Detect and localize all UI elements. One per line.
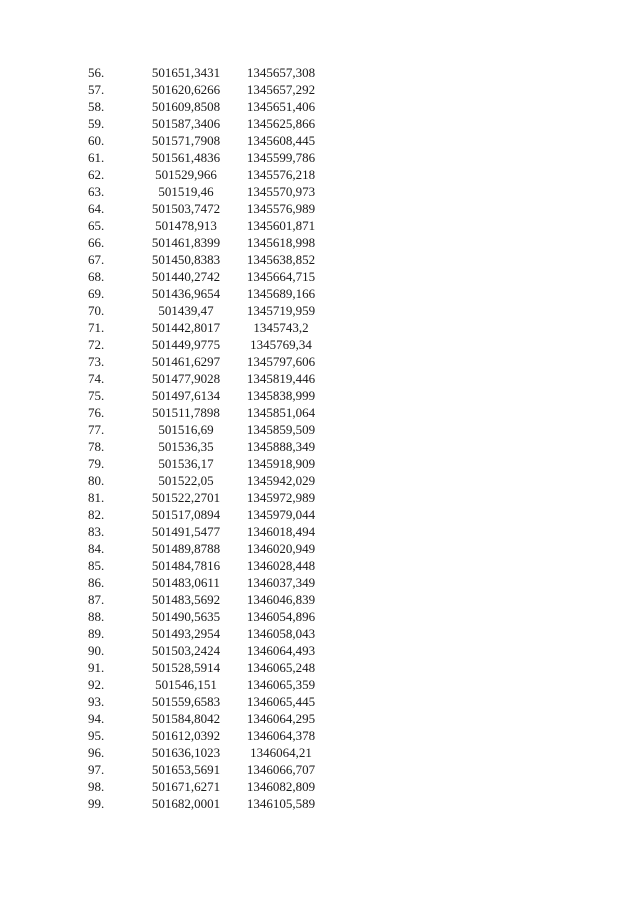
point-number: 79. xyxy=(88,456,105,471)
point-number: 68. xyxy=(88,269,105,284)
y-coordinate: 1346064,21 xyxy=(250,745,312,760)
x-coordinate: 501519,46 xyxy=(158,184,214,199)
table-row xyxy=(88,727,326,744)
x-coordinate: 501612,0392 xyxy=(151,728,221,743)
x-coordinate: 501503,2424 xyxy=(151,643,221,658)
x-coordinate: 501522,05 xyxy=(158,473,214,488)
table-row xyxy=(88,268,326,285)
point-number: 59. xyxy=(88,116,105,131)
table-row xyxy=(88,64,326,81)
point-number: 87. xyxy=(88,592,105,607)
table-row xyxy=(88,778,326,795)
y-coordinate: 1345576,218 xyxy=(246,167,316,182)
x-coordinate: 501483,5692 xyxy=(151,592,221,607)
table-row xyxy=(88,81,326,98)
point-number: 69. xyxy=(88,286,105,301)
x-coordinate: 501561,4836 xyxy=(151,150,221,165)
table-row xyxy=(88,693,326,710)
x-coordinate: 501536,17 xyxy=(158,456,214,471)
y-coordinate: 1345618,998 xyxy=(246,235,316,250)
coordinate-table xyxy=(88,64,326,812)
point-number: 63. xyxy=(88,184,105,199)
x-coordinate: 501653,5691 xyxy=(151,762,221,777)
x-coordinate: 501442,8017 xyxy=(151,320,221,335)
y-coordinate: 1345625,866 xyxy=(246,116,316,131)
y-coordinate: 1345979,044 xyxy=(246,507,316,522)
x-coordinate: 501528,5914 xyxy=(151,660,221,675)
table-row xyxy=(88,421,326,438)
y-coordinate: 1346064,295 xyxy=(246,711,316,726)
point-number: 77. xyxy=(88,422,105,437)
table-row xyxy=(88,336,326,353)
y-coordinate: 1345689,166 xyxy=(246,286,316,301)
y-coordinate: 1345838,999 xyxy=(246,388,316,403)
point-number: 80. xyxy=(88,473,105,488)
table-row xyxy=(88,455,326,472)
y-coordinate: 1345657,292 xyxy=(246,82,316,97)
y-coordinate: 1345651,406 xyxy=(246,99,316,114)
point-number: 65. xyxy=(88,218,105,233)
table-row xyxy=(88,353,326,370)
point-number: 74. xyxy=(88,371,105,386)
x-coordinate: 501497,6134 xyxy=(151,388,221,403)
table-row xyxy=(88,506,326,523)
point-number: 88. xyxy=(88,609,105,624)
y-coordinate: 1345608,445 xyxy=(246,133,316,148)
point-number: 89. xyxy=(88,626,105,641)
y-coordinate: 1345851,064 xyxy=(246,405,316,420)
y-coordinate: 1345657,308 xyxy=(246,65,316,80)
y-coordinate: 1346064,493 xyxy=(246,643,316,658)
x-coordinate: 501461,6297 xyxy=(151,354,221,369)
y-coordinate: 1345797,606 xyxy=(246,354,316,369)
y-coordinate: 1346105,589 xyxy=(246,796,316,811)
x-coordinate: 501516,69 xyxy=(158,422,214,437)
x-coordinate: 501493,2954 xyxy=(151,626,221,641)
table-row xyxy=(88,608,326,625)
y-coordinate: 1345570,973 xyxy=(246,184,316,199)
point-number: 92. xyxy=(88,677,105,692)
point-number: 91. xyxy=(88,660,105,675)
y-coordinate: 1346065,248 xyxy=(246,660,316,675)
y-coordinate: 1346037,349 xyxy=(246,575,316,590)
y-coordinate: 1345942,029 xyxy=(246,473,316,488)
x-coordinate: 501511,7898 xyxy=(152,405,220,420)
point-number: 93. xyxy=(88,694,105,709)
point-number: 97. xyxy=(88,762,105,777)
y-coordinate: 1346054,896 xyxy=(246,609,316,624)
y-coordinate: 1345769,34 xyxy=(250,337,312,352)
x-coordinate: 501584,8042 xyxy=(151,711,221,726)
point-number: 86. xyxy=(88,575,105,590)
point-number: 56. xyxy=(88,65,105,80)
x-coordinate: 501439,47 xyxy=(158,303,214,318)
point-number: 58. xyxy=(88,99,105,114)
table-row xyxy=(88,115,326,132)
table-row xyxy=(88,591,326,608)
y-coordinate: 1345601,871 xyxy=(246,218,316,233)
y-coordinate: 1345664,715 xyxy=(246,269,316,284)
x-coordinate: 501477,9028 xyxy=(151,371,221,386)
y-coordinate: 1346065,445 xyxy=(246,694,316,709)
point-number: 90. xyxy=(88,643,105,658)
x-coordinate: 501489,8788 xyxy=(151,541,221,556)
y-coordinate: 1346082,809 xyxy=(246,779,316,794)
x-coordinate: 501503,7472 xyxy=(151,201,221,216)
table-row xyxy=(88,540,326,557)
y-coordinate: 1346066,707 xyxy=(246,762,316,777)
point-number: 95. xyxy=(88,728,105,743)
table-row xyxy=(88,557,326,574)
x-coordinate: 501620,6266 xyxy=(151,82,221,97)
y-coordinate: 1346020,949 xyxy=(246,541,316,556)
table-row xyxy=(88,183,326,200)
point-number: 96. xyxy=(88,745,105,760)
point-number: 75. xyxy=(88,388,105,403)
point-number: 60. xyxy=(88,133,105,148)
table-row xyxy=(88,166,326,183)
table-row xyxy=(88,659,326,676)
point-number: 76. xyxy=(88,405,105,420)
point-number: 84. xyxy=(88,541,105,556)
point-number: 72. xyxy=(88,337,105,352)
point-number: 66. xyxy=(88,235,105,250)
table-row xyxy=(88,489,326,506)
table-row xyxy=(88,625,326,642)
point-number: 73. xyxy=(88,354,105,369)
table-row xyxy=(88,761,326,778)
y-coordinate: 1346064,378 xyxy=(246,728,316,743)
y-coordinate: 1345819,446 xyxy=(246,371,316,386)
x-coordinate: 501529,966 xyxy=(155,167,217,182)
point-number: 71. xyxy=(88,320,105,335)
table-row xyxy=(88,251,326,268)
table-row xyxy=(88,795,326,812)
x-coordinate: 501651,3431 xyxy=(151,65,221,80)
x-coordinate: 501484,7816 xyxy=(151,558,221,573)
x-coordinate: 501609,8508 xyxy=(151,99,221,114)
y-coordinate: 1346046,839 xyxy=(246,592,316,607)
point-number: 62. xyxy=(88,167,105,182)
y-coordinate: 1345918,909 xyxy=(246,456,316,471)
point-number: 78. xyxy=(88,439,105,454)
table-row xyxy=(88,472,326,489)
table-row xyxy=(88,149,326,166)
table-row xyxy=(88,744,326,761)
point-number: 94. xyxy=(88,711,105,726)
y-coordinate: 1345576,989 xyxy=(246,201,316,216)
point-number: 83. xyxy=(88,524,105,539)
point-number: 82. xyxy=(88,507,105,522)
y-coordinate: 1346058,043 xyxy=(246,626,316,641)
table-row xyxy=(88,404,326,421)
y-coordinate: 1345638,852 xyxy=(246,252,316,267)
x-coordinate: 501571,7908 xyxy=(151,133,221,148)
table-row xyxy=(88,676,326,693)
x-coordinate: 501483,0611 xyxy=(152,575,220,590)
table-row xyxy=(88,710,326,727)
point-number: 99. xyxy=(88,796,105,811)
x-coordinate: 501536,35 xyxy=(158,439,214,454)
point-number: 61. xyxy=(88,150,105,165)
coordinate-table-body xyxy=(88,64,326,812)
point-number: 64. xyxy=(88,201,105,216)
y-coordinate: 1345888,349 xyxy=(246,439,316,454)
table-row xyxy=(88,319,326,336)
x-coordinate: 501587,3406 xyxy=(151,116,221,131)
point-number: 98. xyxy=(88,779,105,794)
point-number: 85. xyxy=(88,558,105,573)
table-row xyxy=(88,642,326,659)
table-row xyxy=(88,234,326,251)
table-row xyxy=(88,370,326,387)
y-coordinate: 1346028,448 xyxy=(246,558,316,573)
table-row xyxy=(88,217,326,234)
y-coordinate: 1345972,989 xyxy=(246,490,316,505)
x-coordinate: 501491,5477 xyxy=(151,524,221,539)
table-row xyxy=(88,132,326,149)
x-coordinate: 501682,0001 xyxy=(151,796,221,811)
x-coordinate: 501517,0894 xyxy=(151,507,221,522)
x-coordinate: 501478,913 xyxy=(155,218,217,233)
y-coordinate: 1345719,959 xyxy=(246,303,316,318)
x-coordinate: 501449,9775 xyxy=(151,337,221,352)
x-coordinate: 501522,2701 xyxy=(151,490,221,505)
y-coordinate: 1345859,509 xyxy=(246,422,316,437)
table-row xyxy=(88,200,326,217)
point-number: 70. xyxy=(88,303,105,318)
table-row xyxy=(88,387,326,404)
point-number: 81. xyxy=(88,490,105,505)
y-coordinate: 1346065,359 xyxy=(246,677,316,692)
x-coordinate: 501636,1023 xyxy=(151,745,221,760)
table-row xyxy=(88,523,326,540)
table-row xyxy=(88,302,326,319)
x-coordinate: 501559,6583 xyxy=(151,694,221,709)
table-row xyxy=(88,438,326,455)
x-coordinate: 501490,5635 xyxy=(151,609,221,624)
point-number: 67. xyxy=(88,252,105,267)
point-number: 57. xyxy=(88,82,105,97)
y-coordinate: 1346018,494 xyxy=(246,524,316,539)
x-coordinate: 501461,8399 xyxy=(151,235,221,250)
table-row xyxy=(88,574,326,591)
y-coordinate: 1345599,786 xyxy=(246,150,316,165)
x-coordinate: 501436,9654 xyxy=(151,286,221,301)
x-coordinate: 501546,151 xyxy=(155,677,217,692)
x-coordinate: 501440,2742 xyxy=(151,269,221,284)
table-row xyxy=(88,98,326,115)
x-coordinate: 501450,8383 xyxy=(151,252,221,267)
table-row xyxy=(88,285,326,302)
y-coordinate: 1345743,2 xyxy=(253,320,309,335)
x-coordinate: 501671,6271 xyxy=(151,779,221,794)
